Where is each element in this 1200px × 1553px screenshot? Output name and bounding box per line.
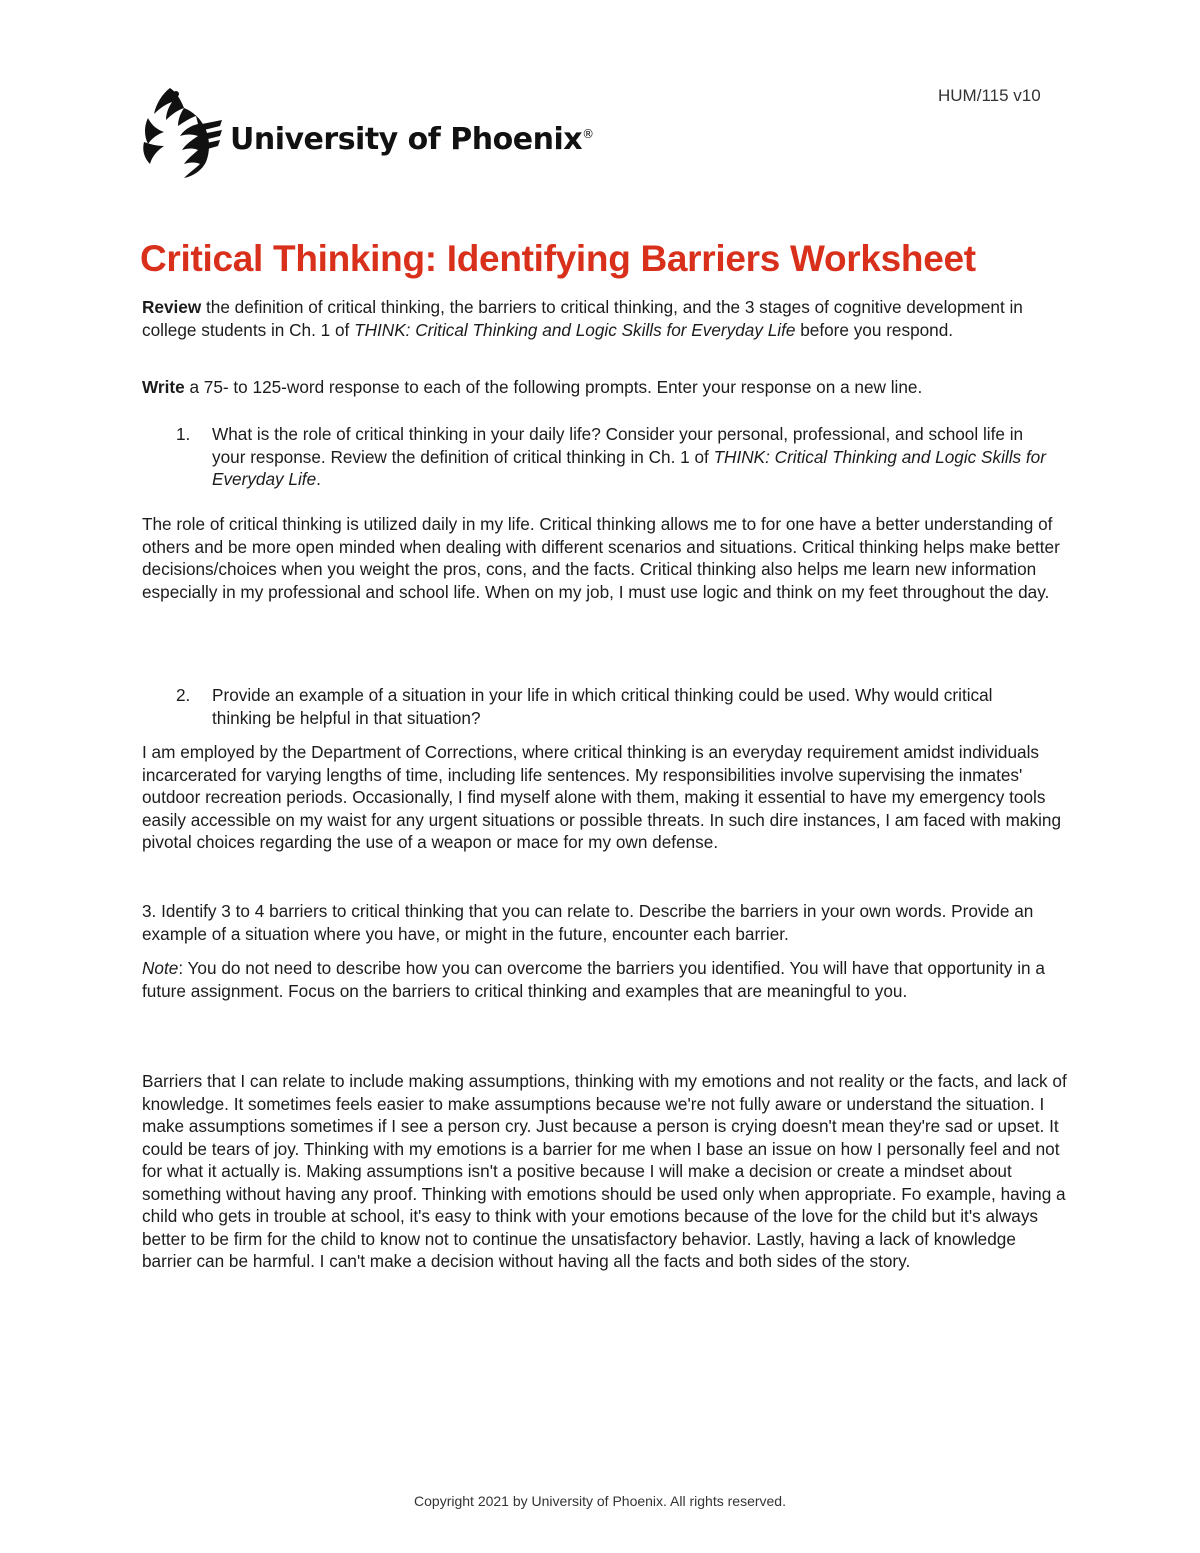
answer-2: I am employed by the Department of Corrections, where critical thinking is an everyday requirement amidst individuals incarcerated for varying lengths of time, including life sentences. My responsibilities involve supervising the inmates' outdoor recreation periods. Occasionally, I find myself alone with them, making it essential to have my emergency tools easily accessible on my waist for any urgent situations or possible threats. In such dire instances, I am faced with making pivotal choices regarding the use of a weapon or mace for my own defense. (142, 742, 1062, 852)
prompt-1: 1. What is the role of critical thinking in your daily life? Consider your personal, professional, and school life in your response. Review the definition of critical thinking in Ch. 1 of THINK: Critical Thinking and Logic Skills for Everyday Life. (176, 424, 1046, 489)
logo-wordmark: University of Phoenix® (230, 121, 594, 157)
prompt-2: 2. Provide an example of a situation in your life in which critical thinking could be used. Why would critical thinking be helpful in that situation? (176, 685, 993, 728)
note: Note: You do not need to describe how you can overcome the barriers you identified. You will have that opportunity in a future assignment. Focus on the barriers to critical thinking and examples that are meaningful to you. (142, 958, 1045, 1001)
course-code: HUM/115 v10 (938, 86, 1041, 105)
note-label: Note (142, 958, 179, 978)
phoenix-bird-icon (140, 84, 222, 180)
review-instruction: Review the definition of critical thinking, the barriers to critical thinking, and the 3 stages of cognitive development in college students in Ch. 1 of THINK: Critical Thinking and Logic Skills for Everyday Life before you respond. (142, 297, 1023, 340)
copyright-footer: Copyright 2021 by University of Phoenix. All rights reserved. (414, 1493, 786, 1509)
write-instruction: Write a 75- to 125-word response to each of the following prompts. Enter your response on a new line. (142, 377, 923, 397)
write-label: Write (142, 377, 185, 397)
university-logo (140, 82, 594, 182)
prompt-2-number: 2. (176, 685, 191, 705)
review-label: Review (142, 297, 202, 317)
prompt-1-number: 1. (176, 424, 191, 444)
prompt-3: 3. Identify 3 to 4 barriers to critical thinking that you can relate to. Describe the barriers in your own words. Provide an example of a situation where you have, or might in the future, encounter each barrier. (142, 901, 1034, 944)
answer-1: The role of critical thinking is utilized daily in my life. Critical thinking allows me to for one have a better understanding of others and be more open minded when dealing with different scenarios and situations. Critical thinking helps make better decisions/choices when you weight the pros, cons, and the facts. Critical thinking also helps me learn new information especially in my professional and school life. When on my job, I must use logic and think on my feet throughout the day. (142, 514, 1060, 602)
book-title: THINK: Critical Thinking and Logic Skills for Everyday Life (212, 446, 1046, 489)
page-title: Critical Thinking: Identifying Barriers Worksheet (140, 238, 976, 279)
book-title: THINK: Critical Thinking and Logic Skills for Everyday Life (354, 319, 796, 340)
answer-3: Barriers that I can relate to include making assumptions, thinking with my emotions and not reality or the facts, and lack of knowledge. It sometimes feels easier to make assumptions because we're not fully aware or understand the situation. I make assumptions sometimes if I see a person cry. Just because a person is crying doesn't mean they're sad or upset. It could be tears of joy. Thinking with my emotions is a barrier for me when I base an issue on how I personally feel and not for what it actually is. Making assumptions isn't a positive because I will make a decision or create a mindset about something without having any proof. Thinking with emotions should be used only when appropriate. Fo example, having a child who gets in trouble at school, it's easy to think with your emotions because of the love for the child but it's always better to be firm for the child to know not to continue the unsatisfactory behavior. Lastly, having a lack of knowledge barrier can be harmful. I can't make a decision without having all the facts and both sides of the story. (142, 1071, 1067, 1271)
